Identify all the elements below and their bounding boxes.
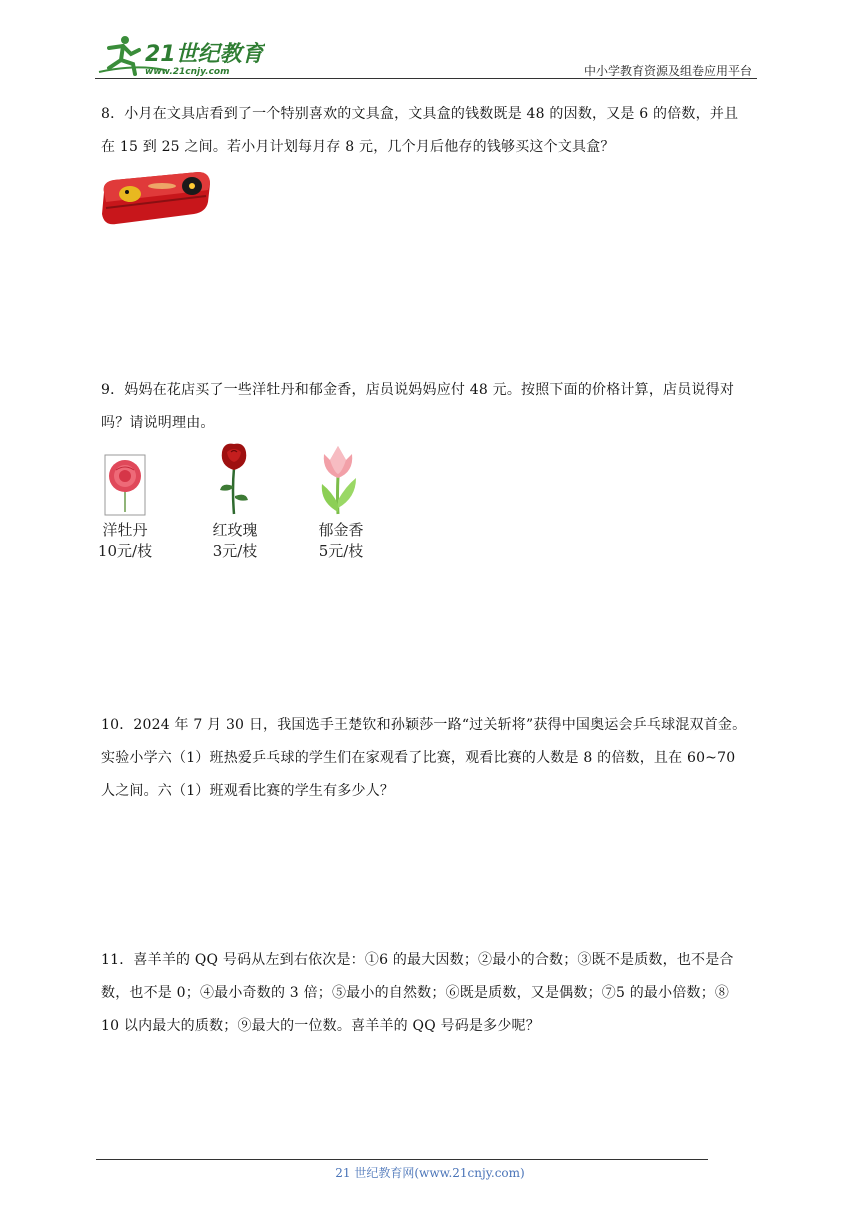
question-line: 数，也不是 0；④最小奇数的 3 倍；⑤最小的自然数；⑥既是质数，又是偶数；⑦5 的最小倍数；⑧ xyxy=(101,985,730,1001)
svg-text:21世纪教育: 21世纪教育 xyxy=(145,42,264,67)
question-line: 吗？请说明理由。 xyxy=(101,415,215,431)
flower-name: 洋牡丹 xyxy=(102,521,148,539)
flower-price: 10元/枝 xyxy=(97,542,153,560)
question-line: 10．2024 年 7 月 30 日，我国选手王楚钦和孙颖莎一路“过关斩将”获得中国奥运会乒乓球混双首金。 xyxy=(101,717,747,733)
footer-divider xyxy=(96,1159,708,1160)
flower-label-peony xyxy=(94,520,156,562)
flower-price: 3元/枝 xyxy=(212,542,258,560)
question-11 xyxy=(101,944,761,1043)
flower-name: 红玫瑰 xyxy=(212,521,258,539)
flower-name: 郁金香 xyxy=(318,521,364,539)
flower-label-rose xyxy=(204,520,266,562)
question-line: 人之间。六（1）班观看比赛的学生有多少人？ xyxy=(101,783,395,799)
svg-text:www.21cnjy.com: www.21cnjy.com xyxy=(145,67,230,77)
question-9 xyxy=(101,374,761,440)
question-line: 9．妈妈在花店买了一些洋牡丹和郁金香，店员说妈妈应付 48 元。按照下面的价格计算，店员说得对 xyxy=(101,382,735,398)
footer-site-link[interactable]: 21 世纪教育网(www.21cnjy.com) xyxy=(335,1166,525,1180)
question-line: 10 以内最大的质数；⑨最大的一位数。喜羊羊的 QQ 号码是多少呢？ xyxy=(101,1018,540,1034)
pencil-box-image xyxy=(100,168,212,230)
question-line: 11．喜羊羊的 QQ 号码从左到右依次是：①6 的最大因数；②最小的合数；③既不是质数，也不是合 xyxy=(101,952,734,968)
flower-label-tulip xyxy=(310,520,372,562)
question-line: 8．小月在文具店看到了一个特别喜欢的文具盒，文具盒的钱数既是 48 的因数，又是 6 的倍数，并且 xyxy=(101,106,739,122)
site-logo xyxy=(95,34,265,78)
question-10 xyxy=(101,709,761,808)
flower-price: 5元/枝 xyxy=(318,542,364,560)
question-line: 在 15 到 25 之间。若小月计划每月存 8 元，几个月后他存的钱够买这个文具盒？ xyxy=(101,139,615,155)
header-divider xyxy=(95,78,757,79)
peony-icon xyxy=(104,454,146,516)
tulip-icon xyxy=(316,442,362,516)
header-platform-text: 中小学教育资源及组卷应用平台 xyxy=(583,64,752,78)
rose-icon xyxy=(214,442,254,516)
question-8 xyxy=(101,98,761,164)
question-line: 实验小学六（1）班热爱乒乓球的学生们在家观看了比赛，观看比赛的人数是 8 的倍数，且在 60~70 xyxy=(101,750,736,766)
